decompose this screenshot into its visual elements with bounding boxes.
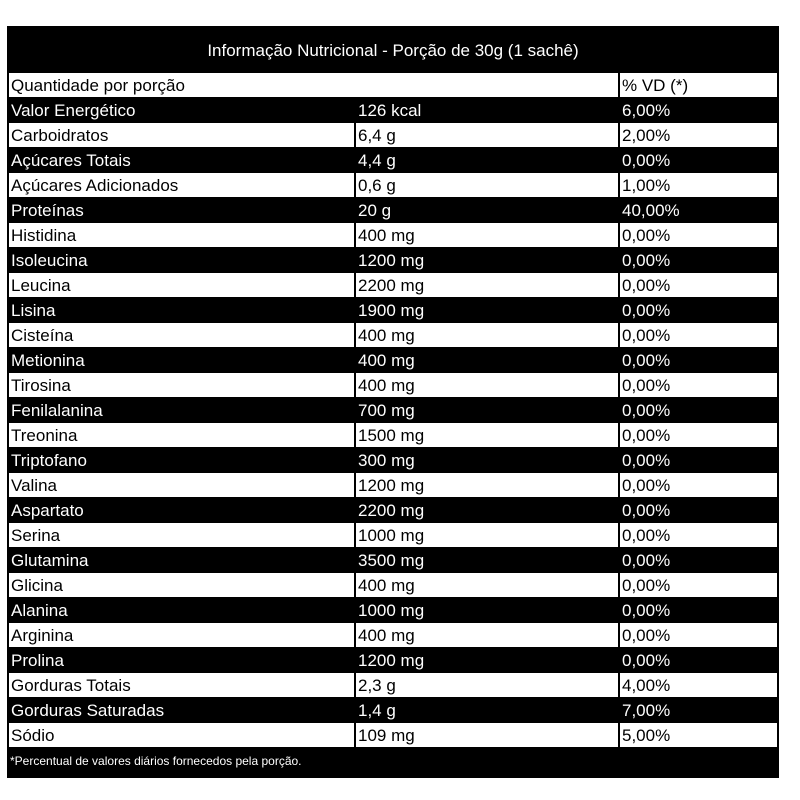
table-row [7,673,779,698]
nutrient-amount: 1900 mg [356,298,618,322]
nutrient-amount: 109 mg [356,723,618,747]
nutrient-vd: 4,00% [620,673,777,697]
nutrient-name: Carboidratos [9,123,354,147]
table-row [7,98,779,123]
nutrient-amount: 400 mg [356,323,618,347]
table-row [7,298,779,323]
nutrient-name: Serina [9,523,354,547]
nutrient-amount: 1200 mg [356,648,618,672]
table-row [7,448,779,473]
nutrient-vd: 0,00% [620,373,777,397]
nutrient-name: Tirosina [9,373,354,397]
nutrient-amount: 1000 mg [356,523,618,547]
nutrient-amount: 2,3 g [356,673,618,697]
nutrient-vd: 0,00% [620,523,777,547]
nutrient-vd: 0,00% [620,223,777,247]
nutrient-amount: 126 kcal [356,98,618,122]
vd-header: % VD (*) [620,73,777,97]
nutrient-name: Fenilalanina [9,398,354,422]
nutrient-vd: 40,00% [620,198,777,222]
table-row [7,323,779,348]
nutrient-amount: 700 mg [356,398,618,422]
nutrient-vd: 0,00% [620,623,777,647]
nutrient-vd: 0,00% [620,448,777,472]
table-row [7,473,779,498]
nutrient-amount: 300 mg [356,448,618,472]
nutrient-vd: 0,00% [620,398,777,422]
table-title: Informação Nutricional - Porção de 30g (1 sachê) [207,41,579,60]
nutrient-amount: 0,6 g [356,173,618,197]
nutrition-facts-table [7,26,779,778]
nutrient-amount: 1,4 g [356,698,618,722]
nutrient-name: Leucina [9,273,354,297]
nutrient-vd: 0,00% [620,423,777,447]
nutrient-vd: 0,00% [620,548,777,572]
table-header-row [7,73,779,98]
nutrient-amount: 1200 mg [356,473,618,497]
nutrient-amount: 4,4 g [356,148,618,172]
nutrient-amount: 400 mg [356,573,618,597]
table-row [7,573,779,598]
nutrient-name: Gorduras Saturadas [9,698,354,722]
nutrient-vd: 0,00% [620,598,777,622]
nutrient-amount: 400 mg [356,348,618,372]
nutrient-vd: 0,00% [620,248,777,272]
nutrient-vd: 0,00% [620,323,777,347]
nutrient-amount: 6,4 g [356,123,618,147]
table-row [7,273,779,298]
nutrient-vd: 0,00% [620,473,777,497]
nutrient-amount: 400 mg [356,623,618,647]
quantity-header: Quantidade por porção [9,73,618,97]
nutrient-name: Lisina [9,298,354,322]
nutrient-vd: 0,00% [620,573,777,597]
table-row [7,148,779,173]
nutrient-vd: 6,00% [620,98,777,122]
table-row [7,548,779,573]
table-row [7,373,779,398]
nutrient-vd: 2,00% [620,123,777,147]
nutrient-name: Alanina [9,598,354,622]
nutrient-vd: 7,00% [620,698,777,722]
nutrient-name: Valina [9,473,354,497]
table-body [7,98,779,748]
nutrient-name: Triptofano [9,448,354,472]
nutrient-amount: 1200 mg [356,248,618,272]
nutrient-amount: 20 g [356,198,618,222]
nutrient-name: Aspartato [9,498,354,522]
table-row [7,398,779,423]
nutrient-name: Prolina [9,648,354,672]
nutrient-name: Metionina [9,348,354,372]
nutrient-name: Proteínas [9,198,354,222]
nutrient-amount: 1500 mg [356,423,618,447]
table-row [7,698,779,723]
table-row [7,523,779,548]
nutrient-amount: 1000 mg [356,598,618,622]
footnote: *Percentual de valores diários fornecedos pela porção. [10,754,302,768]
table-row [7,623,779,648]
nutrient-name: Histidina [9,223,354,247]
nutrient-name: Açúcares Totais [9,148,354,172]
nutrient-name: Sódio [9,723,354,747]
nutrient-vd: 0,00% [620,148,777,172]
table-row [7,223,779,248]
nutrient-name: Arginina [9,623,354,647]
table-row [7,123,779,148]
nutrient-vd: 0,00% [620,648,777,672]
nutrient-name: Glicina [9,573,354,597]
nutrient-vd: 0,00% [620,273,777,297]
table-row [7,598,779,623]
table-row [7,423,779,448]
table-row [7,723,779,748]
nutrient-amount: 3500 mg [356,548,618,572]
nutrient-vd: 1,00% [620,173,777,197]
table-row [7,173,779,198]
nutrient-vd: 0,00% [620,498,777,522]
table-row [7,498,779,523]
table-row [7,648,779,673]
table-row [7,198,779,223]
nutrient-name: Isoleucina [9,248,354,272]
table-row [7,348,779,373]
nutrient-name: Treonina [9,423,354,447]
nutrient-vd: 5,00% [620,723,777,747]
nutrient-amount: 2200 mg [356,498,618,522]
nutrient-name: Glutamina [9,548,354,572]
nutrient-vd: 0,00% [620,298,777,322]
nutrient-vd: 0,00% [620,348,777,372]
nutrient-amount: 400 mg [356,223,618,247]
nutrient-name: Gorduras Totais [9,673,354,697]
nutrient-name: Cisteína [9,323,354,347]
nutrient-name: Açúcares Adicionados [9,173,354,197]
nutrient-amount: 400 mg [356,373,618,397]
nutrient-amount: 2200 mg [356,273,618,297]
table-row [7,248,779,273]
nutrient-name: Valor Energético [9,98,354,122]
